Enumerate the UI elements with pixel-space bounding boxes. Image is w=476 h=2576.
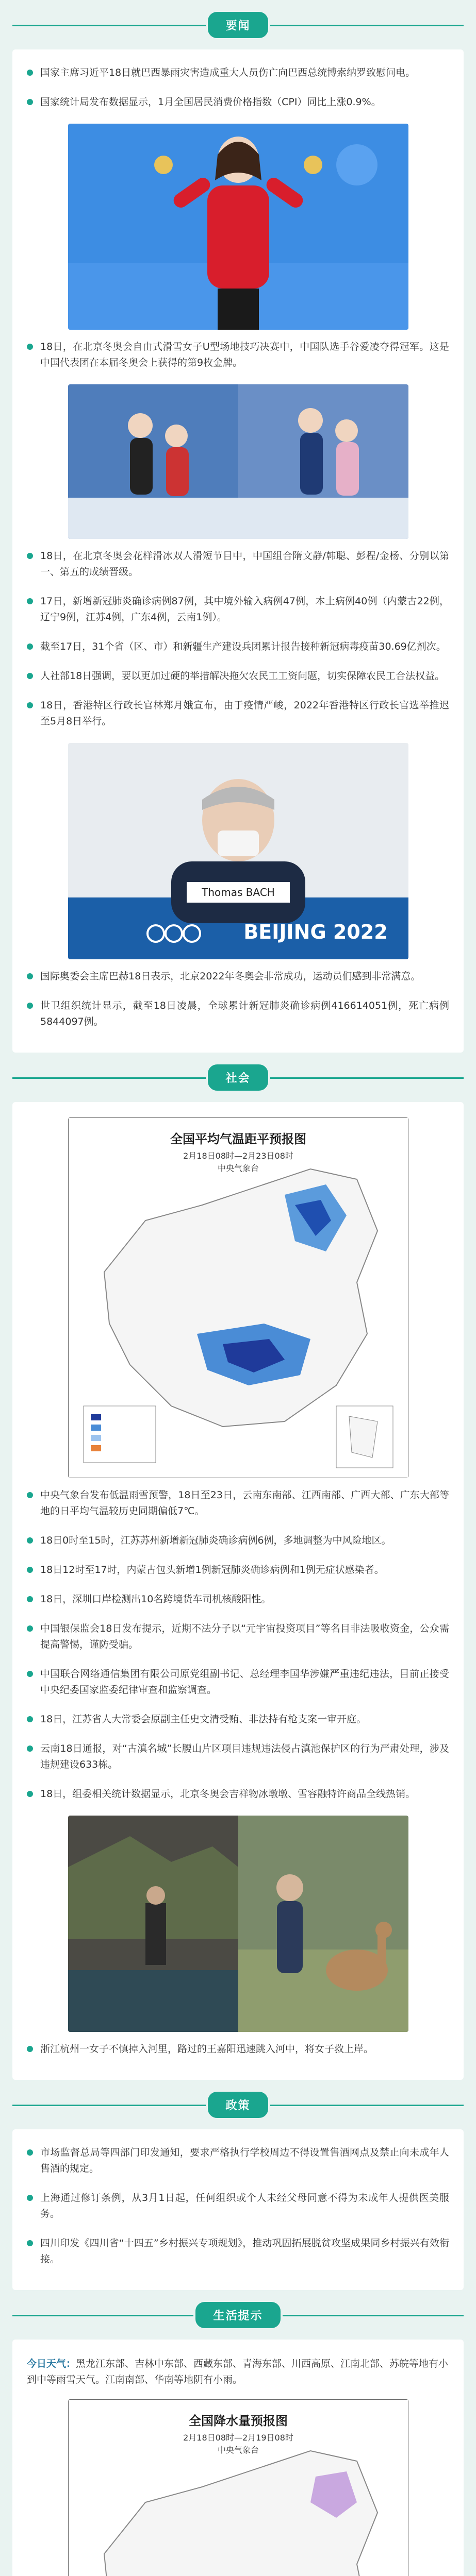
- section-header-policy: [0, 2080, 476, 2129]
- map-subtitle: 2月18日08时—2月23日08时: [183, 1151, 293, 1161]
- list-item: [27, 2145, 449, 2177]
- section-header-life: [0, 2290, 476, 2340]
- society-text: 18日12时至17时，内蒙古包头新增1例新冠肺炎确诊病例和1例无症状感染者。: [40, 1564, 384, 1575]
- bullet-icon: [27, 1492, 33, 1498]
- list-item: [27, 2190, 449, 2222]
- bullet-icon: [27, 344, 33, 350]
- section-title: 生活提示: [193, 2300, 282, 2330]
- list-item: [27, 1487, 449, 1519]
- list-item: [27, 65, 449, 81]
- society-text: 18日，深圳口岸检测出10名跨境货车司机核酸阳性。: [40, 1594, 271, 1605]
- name-plate: Thomas BACH: [201, 886, 275, 899]
- list-item: [27, 1621, 449, 1653]
- news-text: 截至17日，31个省（区、市）和新疆生产建设兵团累计报告接种新冠病毒疫苗30.69亿剂次。: [40, 641, 446, 652]
- map-org: 中央气象台: [217, 2445, 259, 2455]
- policy-card: [12, 2129, 464, 2290]
- news-text: 世卫组织统计显示，截至18日凌晨，全球累计新冠肺炎确诊病例416614051例，死亡病例5844097例。: [40, 1000, 449, 1027]
- news-text: 17日，新增新冠肺炎确诊病例87例，其中境外输入病例47例，本土病例40例（内蒙古22例，辽宁9例，江苏4例，广东4例，云南1例）。: [40, 596, 449, 623]
- society-text: 云南18日通报，对“古滇名城”长腰山片区项目违规违法侵占滇池保护区的行为严肃处理，涉及违规建设633栋。: [40, 1743, 449, 1770]
- list-item: [27, 548, 449, 580]
- bullet-icon: [27, 673, 33, 679]
- section-header-society: [0, 1053, 476, 1102]
- map-subtitle: 2月18日08时—2月19日08时: [183, 2433, 293, 2443]
- bullet-icon: [27, 1003, 33, 1009]
- list-item: [27, 969, 449, 985]
- bullet-icon: [27, 1625, 33, 1632]
- bullet-icon: [27, 1716, 33, 1722]
- photo-bach-press: [68, 743, 408, 959]
- society-text: 18日0时至15时，江苏苏州新增新冠肺炎确诊病例6例，多地调整为中风险地区。: [40, 1535, 391, 1546]
- society-text: 18日，组委相关统计数据显示，北京冬奥会吉祥物冰墩墩、雪容融特许商品全线热销。: [40, 1788, 416, 1800]
- map-precipitation: [68, 2399, 408, 2576]
- bullet-icon: [27, 2240, 33, 2246]
- map-temperature-anomaly: [68, 1117, 408, 1478]
- bullet-icon: [27, 1671, 33, 1677]
- policy-text: 市场监督总局等四部门印发通知，要求严格执行学校周边不得设置售酒网点及禁止向未成年人售酒的规定。: [40, 2147, 449, 2174]
- map-title: 全国降水量预报图: [188, 2414, 288, 2428]
- society-text: 18日，江苏省人大常委会原副主任史文清受贿、非法持有枪支案一审开庭。: [40, 1714, 367, 1725]
- society-text: 浙江杭州一女子不慎掉入河里，路过的王嘉阳迅速跳入河中，将女子救上岸。: [40, 2043, 374, 2055]
- society-text: 中国银保监会18日发布提示，近期不法分子以“元宇宙投资项目”等名目非法吸收资金，公众需提高警惕，谨防受骗。: [40, 1623, 449, 1650]
- tip-text: 黑龙江东部、吉林中东部、西藏东部、青海东部、川西高原、江南北部、苏皖等地有小到中等雨雪天气。江南南部、华南等地阴有小雨。: [27, 2358, 449, 2385]
- news-text: 18日，在北京冬奥会花样滑冰双人滑短节目中，中国组合隋文静/韩聪、彭程/金杨、分别以第一、第五的成绩晋级。: [40, 550, 449, 578]
- section-title: 政策: [206, 2090, 270, 2120]
- bullet-icon: [27, 1567, 33, 1573]
- list-item: [27, 1562, 449, 1578]
- map-org: 中央气象台: [217, 1163, 259, 1173]
- news-text: 国际奥委会主席巴赫18日表示，北京2022年冬奥会非常成功，运动员们感到非常满意。: [40, 971, 421, 982]
- bullet-icon: [27, 2046, 33, 2052]
- news-text: 国家主席习近平18日就巴西暴雨灾害造成重大人员伤亡向巴西总统博索纳罗致慰问电。: [40, 67, 416, 78]
- bullet-icon: [27, 643, 33, 650]
- bullet-icon: [27, 2195, 33, 2201]
- list-item: [27, 94, 449, 110]
- bullet-icon: [27, 99, 33, 105]
- list-item: [27, 1533, 449, 1549]
- tip-weather: [27, 2356, 449, 2388]
- list-item: [27, 1786, 449, 1802]
- list-item: [27, 1591, 449, 1607]
- bullet-icon: [27, 598, 33, 604]
- society-text: 中央气象台发布低温雨雪预警，18日至23日，云南东南部、江西南部、广西大部、广东大部等地的日平均气温较历史同期偏低7℃。: [40, 1489, 449, 1517]
- bullet-icon: [27, 1596, 33, 1602]
- tip-label: 今日天气：: [27, 2358, 76, 2369]
- bullet-icon: [27, 70, 33, 76]
- bullet-icon: [27, 1537, 33, 1544]
- society-card: [12, 1102, 464, 2080]
- photo-figure-skaters: [68, 384, 408, 539]
- section-title: 要闻: [206, 10, 270, 40]
- list-item: [27, 639, 449, 655]
- bullet-icon: [27, 2149, 33, 2156]
- news-text: 18日，在北京冬奥会自由式滑雪女子U型场地技巧决赛中，中国队选手谷爱凌夺得冠军。这是中国代表团在本届冬奥会上获得的第9枚金牌。: [40, 341, 449, 368]
- list-item: [27, 2041, 449, 2057]
- bullet-icon: [27, 973, 33, 979]
- list-item: [27, 1711, 449, 1727]
- news-text: 国家统计局发布数据显示，1月全国居民消费价格指数（CPI）同比上涨0.9%。: [40, 96, 381, 108]
- news-text: 18日，香港特区行政长官林郑月娥宣布，由于疫情严峻，2022年香港特区行政长官选举推迟至5月8日举行。: [40, 700, 449, 727]
- news-text: 人社部18日强调，要以更加过硬的举措解决拖欠农民工工资问题，切实保障农民工合法权益。: [40, 670, 445, 682]
- life-card: [12, 2340, 464, 2576]
- policy-text: 四川印发《四川省“十四五”乡村振兴专项规划》，推动巩固拓展脱贫攻坚成果同乡村振兴有效衔接。: [40, 2238, 449, 2265]
- list-item: [27, 1741, 449, 1773]
- bullet-icon: [27, 553, 33, 559]
- list-item: [27, 2235, 449, 2267]
- list-item: [27, 698, 449, 730]
- list-item: [27, 1666, 449, 1698]
- section-title: 社会: [206, 1062, 270, 1093]
- brand-text: BEIJING 2022: [243, 921, 388, 943]
- map-title: 全国平均气温距平预报图: [170, 1132, 306, 1146]
- photo-rescue: [68, 1816, 408, 2032]
- list-item: [27, 339, 449, 371]
- society-text: 中国联合网络通信集团有限公司原党组副书记、总经理李国华涉嫌严重违纪违法，目前正接受中央纪委国家监委纪律审查和监察调查。: [40, 1668, 449, 1696]
- photo-skier: [68, 124, 408, 330]
- list-item: [27, 998, 449, 1030]
- bullet-icon: [27, 1791, 33, 1797]
- list-item: [27, 668, 449, 684]
- list-item: [27, 594, 449, 625]
- bullet-icon: [27, 1745, 33, 1752]
- news-card: [12, 49, 464, 1053]
- policy-text: 上海通过修订条例，从3月1日起，任何组织或个人未经父母同意不得为未成年人提供医美服务。: [40, 2192, 449, 2219]
- section-header-news: [0, 0, 476, 49]
- bullet-icon: [27, 702, 33, 708]
